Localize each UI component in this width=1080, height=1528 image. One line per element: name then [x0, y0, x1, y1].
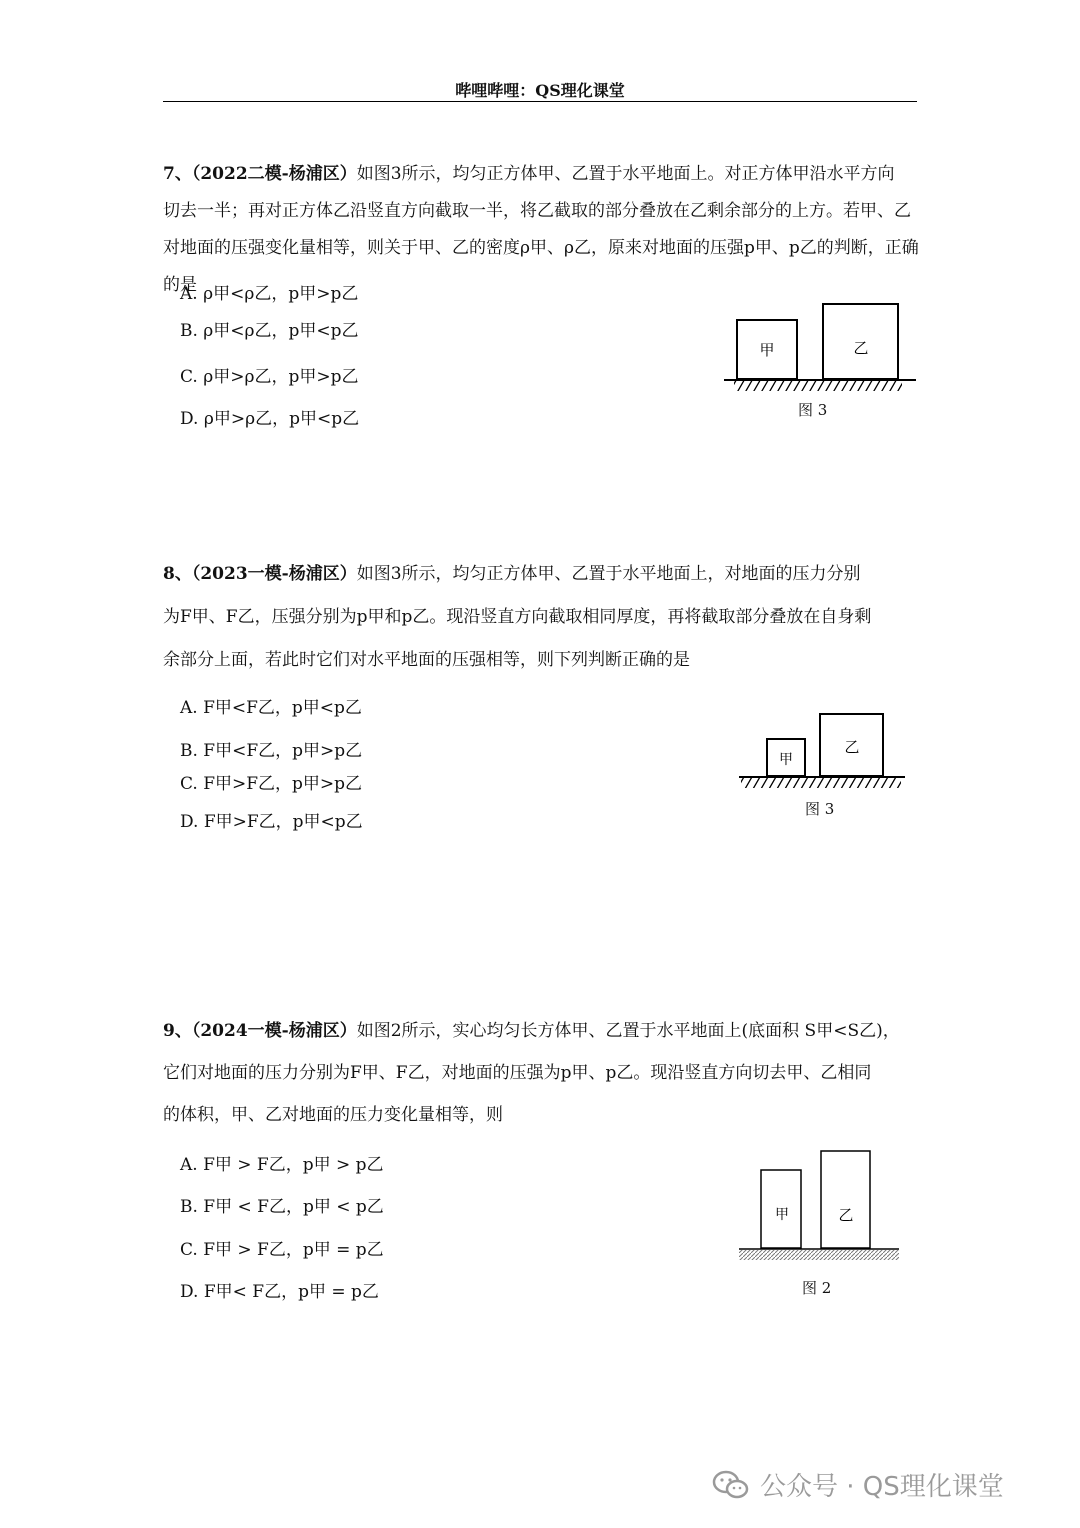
q7-option-c[interactable]: C. ρ甲>ρ乙，p甲>p乙 [180, 367, 359, 387]
q9-option-b[interactable]: B. F甲 < F乙，p甲 < p乙 [180, 1197, 384, 1217]
q8-figure [735, 708, 915, 794]
q8-option-a[interactable]: A. F甲<F乙，p甲<p乙 [180, 698, 362, 718]
q7-figure [720, 296, 920, 396]
q8-option-c[interactable]: C. F甲>F乙，p甲>p乙 [180, 774, 363, 794]
q9-figure [735, 1145, 905, 1265]
label-jia: 甲 [759, 341, 775, 359]
q9-caption: 图 2 [802, 1279, 832, 1297]
q8-caption: 图 3 [805, 800, 835, 818]
q9-text1: 如图2所示，实心均匀长方体甲、乙置于水平地面上(底面积 S甲<S乙)， [356, 1021, 900, 1041]
ground-hatch [741, 778, 901, 788]
question-8 [163, 556, 923, 679]
q7-option-b[interactable]: B. ρ甲<ρ乙，p甲<p乙 [180, 321, 359, 341]
q7-option-d[interactable]: D. ρ甲>ρ乙，p甲<p乙 [180, 409, 360, 429]
q8-text2: 为F甲、F乙，压强分别为p甲和p乙。现沿竖直方向截取相同厚度，再将截取部分叠放在自身剩 [163, 607, 872, 627]
q9-option-c[interactable]: C. F甲 > F乙，p甲 = p乙 [180, 1240, 384, 1260]
q8-text3: 余部分上面，若此时它们对水平地面的压强相等，则下列判断正确的是 [163, 650, 690, 670]
q8-tag: 8、（2023一模-杨浦区） [163, 564, 357, 584]
q9-text2: 它们对地面的压力分别为F甲、F乙，对地面的压强为p甲、p乙。现沿竖直方向切去甲、乙相同 [163, 1063, 872, 1083]
label-yi: 乙 [844, 738, 860, 756]
q7-text3: 对地面的压强变化量相等，则关于甲、乙的密度ρ甲、ρ乙，原来对地面的压强p甲、p乙的判断，正确的是 [163, 238, 919, 295]
wechat-icon [712, 1469, 750, 1501]
watermark-text: 公众号 · QS理化课堂 [760, 1472, 1004, 1502]
label-jia: 甲 [779, 752, 793, 768]
q9-text3: 的体积，甲、乙对地面的压力变化量相等，则 [163, 1105, 503, 1125]
q7-text2: 切去一半；再对正方体乙沿竖直方向截取一半，将乙截取的部分叠放在乙剩余部分的上方。若甲、乙 [163, 201, 911, 221]
label-yi: 乙 [838, 1206, 854, 1224]
q8-option-b[interactable]: B. F甲<F乙，p甲>p乙 [180, 741, 363, 761]
q9-option-d[interactable]: D. F甲< F乙，p甲 = p乙 [180, 1282, 379, 1302]
q8-text1: 如图3所示，均匀正方体甲、乙置于水平地面上，对地面的压力分别 [356, 564, 861, 584]
label-jia: 甲 [775, 1207, 789, 1223]
q7-tag: 7、（2022二模-杨浦区） [163, 164, 357, 184]
label-yi: 乙 [853, 339, 869, 357]
watermark [712, 1466, 1004, 1503]
q7-caption: 图 3 [798, 401, 828, 419]
q8-option-d[interactable]: D. F甲>F乙，p甲<p乙 [180, 812, 363, 832]
page-header: 哔哩哔哩：QS理化课堂 [455, 81, 625, 100]
ground-hatch [734, 381, 902, 391]
ground-hatch [739, 1250, 899, 1260]
header-divider [163, 101, 917, 102]
q7-text1: 如图3所示，均匀正方体甲、乙置于水平地面上。对正方体甲沿水平方向 [356, 164, 895, 184]
question-9 [163, 1013, 923, 1134]
q7-option-a[interactable]: A. ρ甲<ρ乙，p甲>p乙 [180, 284, 359, 304]
q9-option-a[interactable]: A. F甲 > F乙，p甲 > p乙 [180, 1155, 384, 1175]
q9-tag: 9、（2024一模-杨浦区） [163, 1021, 357, 1041]
block-yi [821, 1151, 870, 1248]
